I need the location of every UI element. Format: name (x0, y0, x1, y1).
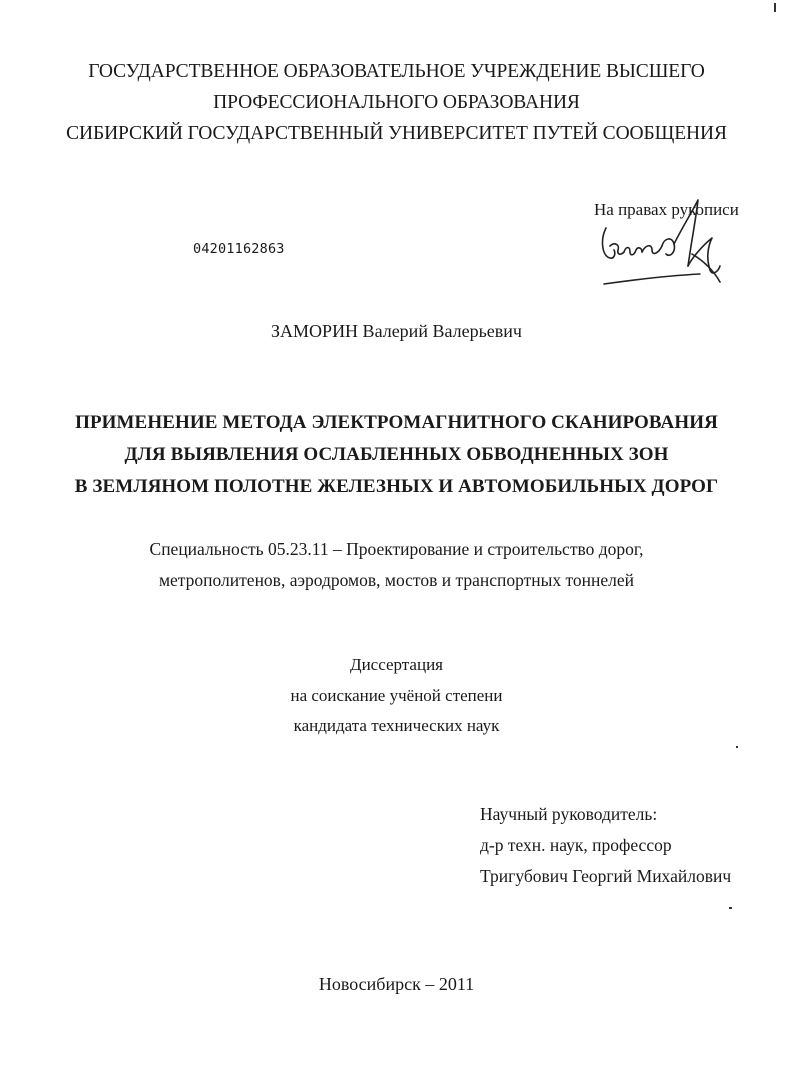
scan-dot-1 (736, 746, 738, 748)
manuscript-rights-note: На правах рукописи (594, 200, 739, 219)
scan-dot-2 (729, 907, 732, 909)
degree-line-3: кандидата технических наук (293, 716, 500, 735)
degree-line-1: Диссертация (349, 655, 443, 674)
catalog-number: 04201162863 (193, 241, 285, 257)
thesis-title-line-1: ПРИМЕНЕНИЕ МЕТОДА ЭЛЕКТРОМАГНИТНОГО СКАНИРОВАНИЯ (75, 412, 718, 433)
specialty-line-1: Специальность 05.23.11 – Проектирование и строительство дорог, (149, 539, 644, 559)
institution-line-1: ГОСУДАРСТВЕННОЕ ОБРАЗОВАТЕЛЬНОЕ УЧРЕЖДЕНИЕ ВЫСШЕГО (88, 61, 705, 82)
institution-line-2: ПРОФЕССИОНАЛЬНОГО ОБРАЗОВАНИЯ (213, 92, 580, 113)
thesis-title-line-3: В ЗЕМЛЯНОМ ПОЛОТНЕ ЖЕЛЕЗНЫХ И АВТОМОБИЛЬНЫХ ДОРОГ (74, 476, 719, 497)
degree-line-2: на соискание учёной степени (290, 686, 503, 705)
specialty-line-2: метрополитенов, аэродромов, мостов и транспортных тоннелей (158, 570, 635, 590)
institution-line-3: СИБИРСКИЙ ГОСУДАРСТВЕННЫЙ УНИВЕРСИТЕТ ПУТЕЙ СООБЩЕНИЯ (66, 123, 727, 144)
city-year: Новосибирск – 2011 (318, 974, 475, 994)
scan-mark-top-right (774, 3, 776, 12)
supervisor-title: д-р техн. наук, профессор (480, 835, 672, 855)
author-name: ЗАМОРИН Валерий Валерьевич (271, 321, 522, 341)
supervisor-label: Научный руководитель: (480, 804, 658, 824)
thesis-title-line-2: ДЛЯ ВЫЯВЛЕНИЯ ОСЛАБЛЕННЫХ ОБВОДНЕННЫХ ЗОН (124, 444, 669, 465)
supervisor-name: Тригубович Георгий Михайлович (480, 866, 732, 886)
author-signature (592, 188, 732, 288)
